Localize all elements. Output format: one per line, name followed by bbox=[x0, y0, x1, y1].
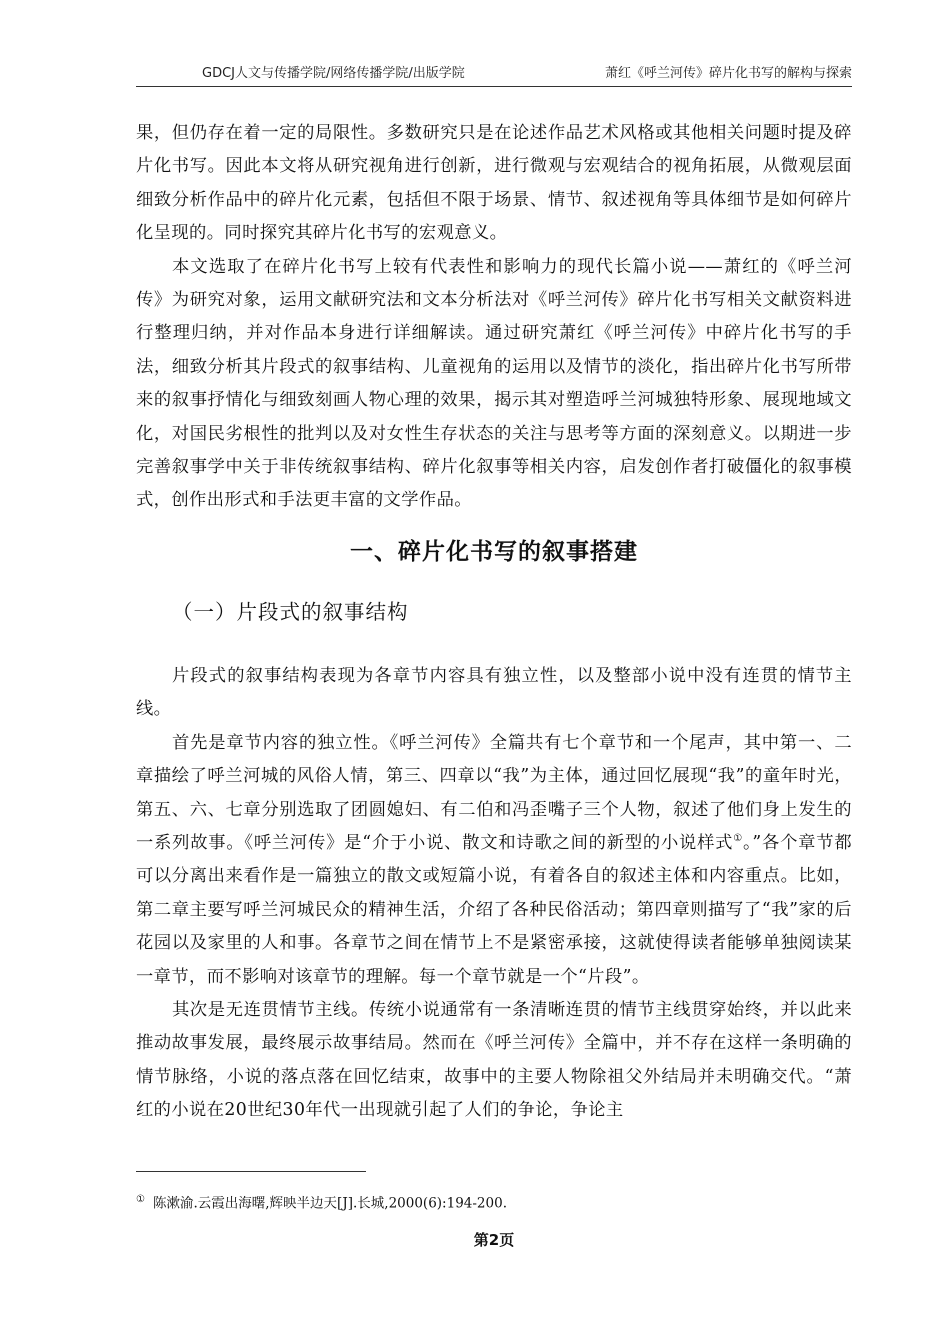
header-institution: GDCJ人文与传播学院/网络传播学院/出版学院 bbox=[202, 66, 465, 81]
paragraph: 果，但仍存在着一定的局限性。多数研究只是在论述作品艺术风格或其他相关问题时提及碎片化书写。因此本文将从研究视角进行创新，进行微观与宏观结合的视角拓展，从微观层面细致分析作品中的碎片化元素，包括但不限于场景、情节、叙述视角等具体细节是如何碎片化呈现的。同时探究其碎片化书写的宏观意义。 bbox=[136, 123, 852, 244]
paragraph: 片段式的叙事结构表现为各章节内容具有独立性，以及整部小说中没有连贯的情节主线。 bbox=[136, 666, 852, 720]
paragraph bbox=[136, 727, 852, 994]
page-number: 第2页 bbox=[473, 1231, 515, 1249]
paragraph-text: 首先是章节内容的独立性。《呼兰河传》全篇共有七个章节和一个尾声，其中第一、二章描绘了呼兰河城的风俗人情，第三、四章以“我”为主体，通过回忆展现“我”的童年时光，第五、六、七章分别选取了团圆媳妇、有二伯和冯歪嘴子三个人物，叙述了他们身上发生的一系列故事。《呼兰河传》是“介于小说、散文和诗歌之间的新型的小说样式 bbox=[136, 732, 852, 854]
paragraph: 本文选取了在碎片化书写上较有代表性和影响力的现代长篇小说——萧红的《呼兰河传》为研究对象，运用文献研究法和文本分析法对《呼兰河传》碎片化书写相关文献资料进行整理归纳，并对作品本身进行详细解读。通过研究萧红《呼兰河传》中碎片化书写的手法，细致分析其片段式的叙事结构、儿童视角的运用以及情节的淡化，指出碎片化书写所带来的叙事抒情化与细致刻画人物心理的效果，揭示其对塑造呼兰河城独特形象、展现地域文化，对国民劣根性的批判以及对女性生存状态的关注与思考等方面的深刻意义。以期进一步完善叙事学中关于非传统叙事结构、碎片化叙事等相关内容，启发创作者打破僵化的叙事模式，创作出形式和手法更丰富的文学作品。 bbox=[136, 256, 852, 511]
subsection-heading: （一）片段式的叙事结构 bbox=[172, 600, 409, 624]
footnote-text: 陈漱渝.云霞出海曙,辉映半边天[J].长城,2000(6):194-200. bbox=[152, 1195, 507, 1212]
footnote-divider bbox=[136, 1171, 366, 1172]
section-body bbox=[136, 660, 852, 1128]
header-divider bbox=[136, 86, 852, 87]
header-paper-title: 萧红《呼兰河传》碎片化书写的解构与探索 bbox=[604, 66, 852, 81]
paragraph: 其次是无连贯情节主线。传统小说通常有一条清晰连贯的情节主线贯穿始终，并以此来推动故事发展，最终展示故事结局。然而在《呼兰河传》全篇中，并不存在这样一条明确的情节脉络，小说的落点落在回忆结束，故事中的主要人物除祖父外结局并未明确交代。“萧红的小说在20世纪30年代一出现就引起了人们的争论，争论主 bbox=[136, 1000, 852, 1121]
footnote-mark: ① bbox=[136, 1194, 145, 1205]
section-heading: 一、碎片化书写的叙事搭建 bbox=[350, 539, 638, 565]
intro-body bbox=[136, 117, 852, 518]
footnote bbox=[136, 1189, 852, 1215]
paragraph-text: 。”各个章节都可以分离出来看作是一篇独立的散文或短篇小说，有着各自的叙述主体和内容重点。比如，第二章主要写呼兰河城民众的精神生活，介绍了各种民俗活动；第四章则描写了“我”家的后花园以及家里的人和事。各章节之间在情节上不是紧密承接，这就使得读者能够单独阅读某一章节，而不影响对该章节的理解。每一个章节就是一个“片段”。 bbox=[136, 833, 852, 987]
footnote-reference[interactable]: ① bbox=[733, 833, 743, 845]
